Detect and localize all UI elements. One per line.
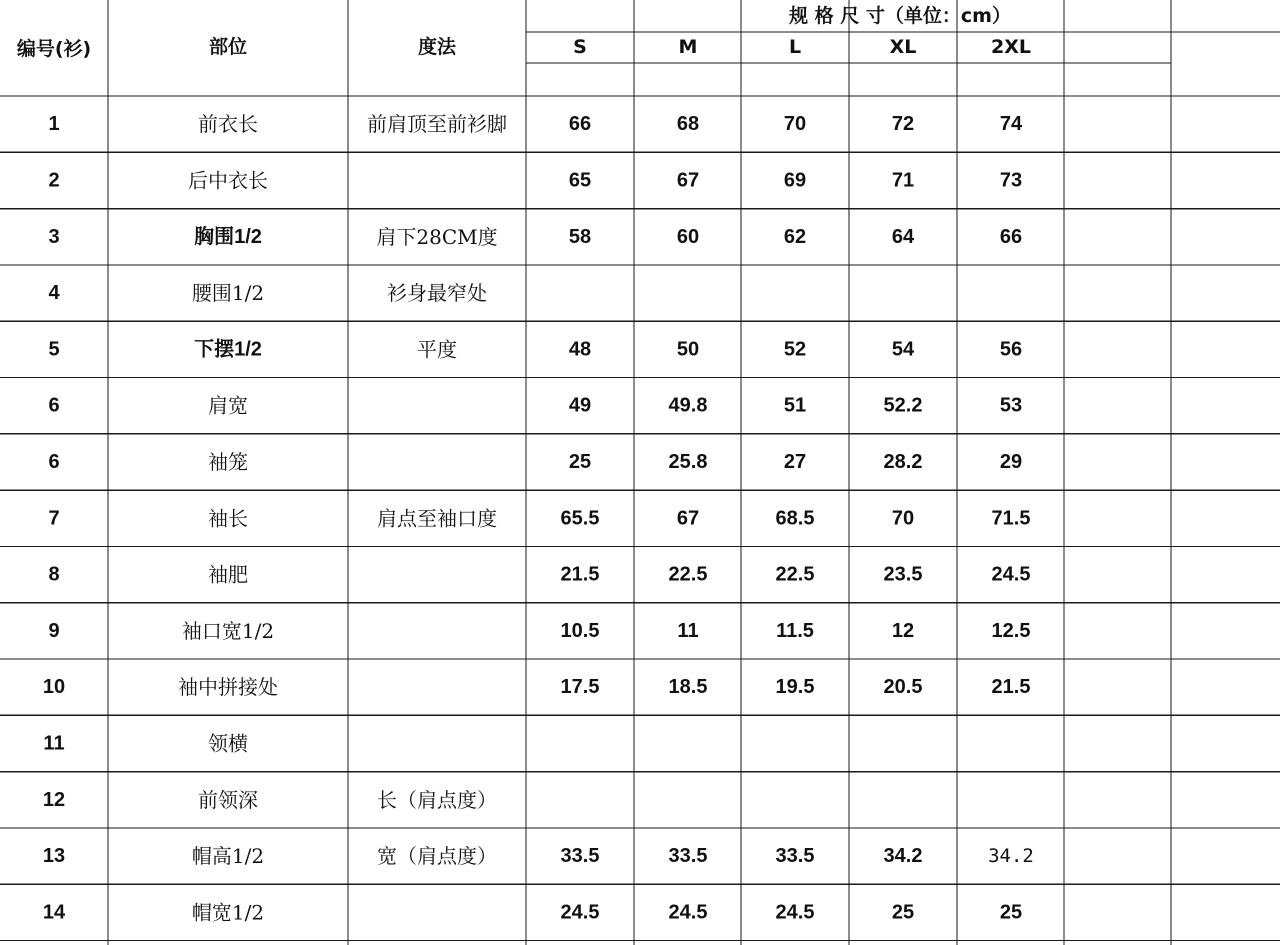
row-part: 后中衣长	[188, 168, 268, 193]
row-value-l: 52	[783, 338, 807, 361]
row-method: 前肩顶至前衫脚	[367, 112, 507, 137]
row-value-l: 27	[783, 450, 807, 473]
row-value-s: 17.5	[560, 676, 600, 699]
row-value-m: 18.5	[668, 676, 708, 699]
row-value-xl: 20.5	[883, 676, 923, 699]
row-value-2xl: 24.5	[991, 563, 1031, 586]
row-value-2xl: 21.5	[991, 676, 1031, 699]
table-row	[48, 450, 1022, 474]
table-row	[48, 168, 1022, 192]
row-id: 1	[48, 113, 60, 136]
row-value-2xl: 73	[999, 169, 1023, 192]
row-method: 平度	[417, 337, 457, 362]
row-value-2xl: 56	[999, 338, 1023, 361]
row-value-s: 33.5	[560, 845, 600, 868]
row-value-xl: 71	[891, 169, 915, 192]
row-value-m: 24.5	[668, 901, 708, 924]
row-value-s: 49	[568, 394, 592, 417]
size-label-2xl: 2XL	[991, 36, 1031, 58]
row-id: 8	[48, 563, 60, 586]
row-value-m: 68	[676, 113, 700, 136]
row-value-l: 69	[783, 169, 807, 192]
row-value-m: 22.5	[668, 563, 708, 586]
row-id: 6	[48, 394, 60, 417]
row-value-m: 50	[676, 338, 700, 361]
table-row	[48, 563, 1030, 587]
row-value-s: 25	[568, 450, 592, 473]
row-value-m: 33.5	[668, 845, 708, 868]
row-id: 4	[48, 282, 60, 305]
row-part: 袖长	[208, 506, 248, 531]
table-row	[48, 394, 1022, 418]
row-value-l: 62	[783, 225, 807, 248]
row-part: 帽高1/2	[191, 844, 265, 869]
table-row	[43, 844, 1034, 868]
row-value-2xl: 74	[999, 113, 1023, 136]
header-spec-title: 规 格 尺 寸（单位：cm）	[789, 5, 1011, 27]
row-value-2xl: 53	[999, 394, 1023, 417]
row-value-2xl: 29	[999, 450, 1023, 473]
header-method-label: 度法	[417, 36, 457, 58]
row-value-xl: 64	[891, 225, 915, 248]
header-part-label: 部位	[208, 36, 248, 58]
row-value-xl: 28.2	[883, 450, 923, 473]
row-value-xl: 12	[891, 619, 915, 642]
row-part: 腰围1/2	[191, 281, 265, 306]
row-part: 前领深	[198, 787, 258, 812]
row-value-s: 10.5	[560, 619, 600, 642]
row-part: 袖口宽1/2	[181, 618, 275, 643]
row-value-xl: 54	[891, 338, 915, 361]
row-value-m: 60	[676, 225, 700, 248]
table-row	[43, 731, 248, 755]
row-value-xl: 72	[891, 113, 915, 136]
row-value-l: 24.5	[775, 901, 815, 924]
row-value-2xl: 25	[999, 901, 1023, 924]
row-value-xl: 25	[891, 901, 915, 924]
row-id: 3	[48, 225, 60, 248]
row-id: 13	[42, 845, 66, 868]
row-value-l: 51	[783, 394, 807, 417]
row-id: 12	[42, 788, 66, 811]
row-value-xl: 23.5	[883, 563, 923, 586]
row-id: 5	[48, 338, 60, 361]
row-id: 14	[42, 901, 66, 924]
header-id-label: 编号(衫)	[16, 38, 92, 60]
row-value-s: 48	[568, 338, 592, 361]
row-part: 下摆1/2	[194, 338, 262, 361]
table-row	[48, 336, 1022, 361]
table-row	[48, 112, 1023, 136]
row-value-s: 24.5	[560, 901, 600, 924]
row-part: 前衣长	[198, 112, 258, 137]
row-method: 肩点至袖口度	[377, 506, 497, 531]
row-value-2xl: 71.5	[991, 507, 1031, 530]
row-id: 7	[48, 507, 60, 530]
row-part: 帽宽1/2	[191, 900, 265, 925]
row-value-l: 70	[783, 113, 807, 136]
row-value-2xl: 34.2	[988, 845, 1034, 868]
row-method: 长（肩点度）	[377, 787, 497, 812]
row-part: 肩宽	[208, 393, 248, 418]
table-row	[43, 900, 1022, 924]
table-row	[48, 506, 1030, 530]
size-label-l: L	[788, 36, 802, 58]
row-id: 9	[48, 619, 60, 642]
row-value-s: 65	[568, 169, 592, 192]
row-value-xl: 34.2	[883, 845, 923, 868]
row-id: 6	[48, 450, 60, 473]
row-value-l: 33.5	[775, 845, 815, 868]
size-label-s: S	[573, 36, 587, 58]
row-method: 衫身最窄处	[387, 281, 487, 306]
row-value-l: 19.5	[775, 676, 815, 699]
row-value-m: 25.8	[668, 450, 708, 473]
table-row	[43, 675, 1031, 699]
row-value-l: 22.5	[775, 563, 815, 586]
row-id: 2	[48, 169, 60, 192]
size-header-row	[573, 36, 1031, 58]
row-part: 袖肥	[208, 562, 248, 587]
row-part: 胸围1/2	[194, 225, 262, 248]
table-row	[48, 619, 1030, 643]
row-value-m: 11	[677, 619, 699, 642]
row-value-xl: 52.2	[883, 394, 923, 417]
row-id: 10	[42, 676, 66, 699]
size-label-xl: XL	[889, 36, 917, 58]
row-method: 宽（肩点度）	[377, 844, 497, 869]
row-value-xl: 70	[891, 507, 915, 530]
row-value-l: 11.5	[776, 619, 814, 642]
row-value-s: 58	[568, 225, 592, 248]
row-value-m: 67	[676, 169, 700, 192]
row-value-s: 66	[568, 113, 592, 136]
row-value-m: 49.8	[668, 394, 708, 417]
row-part: 领横	[208, 731, 248, 756]
row-value-l: 68.5	[775, 507, 815, 530]
table-row	[48, 281, 487, 305]
table-row	[43, 788, 497, 812]
row-id: 11	[43, 732, 65, 755]
row-value-s: 65.5	[560, 507, 600, 530]
size-label-m: M	[678, 36, 698, 58]
row-part: 袖笼	[208, 449, 248, 474]
row-value-m: 67	[676, 507, 700, 530]
row-value-2xl: 12.5	[991, 619, 1031, 642]
row-value-2xl: 66	[999, 225, 1023, 248]
row-value-s: 21.5	[560, 563, 600, 586]
row-part: 袖中拼接处	[178, 675, 278, 700]
table-row	[48, 224, 1022, 249]
row-method: 肩下28CM度	[376, 224, 498, 249]
table-body	[43, 112, 1034, 924]
